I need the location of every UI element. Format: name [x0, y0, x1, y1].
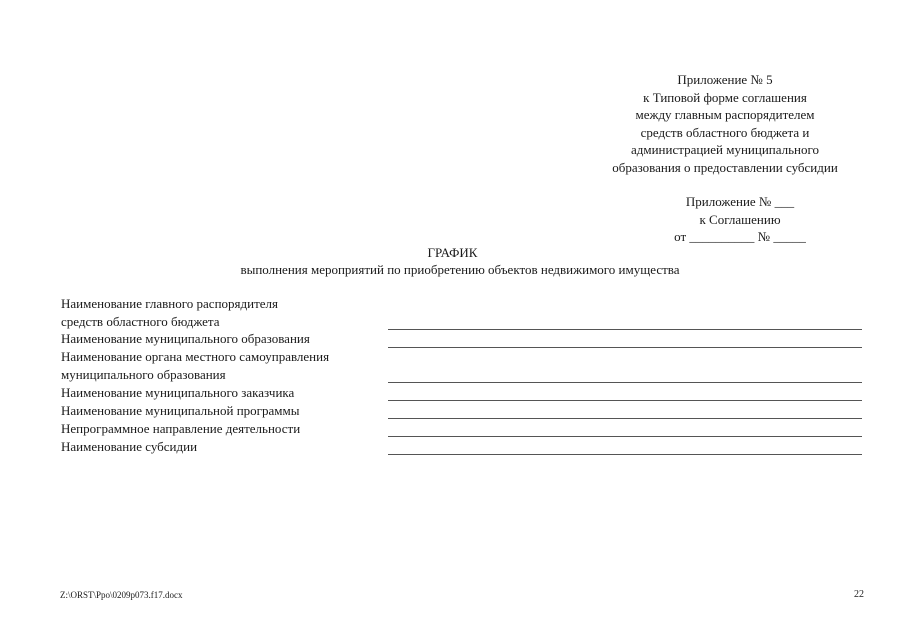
appendix-line: средств областного бюджета и: [640, 124, 810, 140]
field-label-municipality: Наименование муниципального образования: [61, 331, 310, 346]
appendix-line: образования о предоставлении субсидии: [612, 159, 838, 175]
field-label-customer: Наименование муниципального заказчика: [61, 385, 295, 400]
field-label-subsidy: Наименование субсидии: [61, 439, 198, 454]
field-label-local-government: Наименование органа местного самоуправления: [61, 349, 330, 364]
page-number: 22: [854, 589, 864, 600]
footer-file-path: Z:\ORST\Ppo\0209p073.f17.docx: [60, 590, 183, 600]
document-title: ГРАФИК: [427, 245, 478, 260]
agreement-number: Приложение № ___: [685, 194, 795, 209]
field-line-local-government[interactable]: [388, 382, 862, 383]
appendix-line: к Типовой форме соглашения: [643, 89, 807, 105]
field-line-non-program[interactable]: [388, 436, 862, 437]
field-line-subsidy[interactable]: [388, 454, 862, 455]
field-label-local-government-cont: муниципального образования: [61, 367, 226, 382]
field-line-program[interactable]: [388, 418, 862, 419]
agreement-label: к Соглашению: [699, 211, 781, 227]
field-label-non-program: Непрограммное направление деятельности: [61, 421, 301, 436]
field-label-program: Наименование муниципальной программы: [61, 403, 300, 418]
agreement-date: от __________ № _____: [674, 229, 806, 245]
appendix-header: [560, 71, 890, 177]
document-subtitle: выполнения мероприятий по приобретению объектов недвижимого имущества: [240, 262, 680, 277]
field-line-distributor[interactable]: [388, 329, 862, 330]
field-line-customer[interactable]: [388, 400, 862, 401]
field-line-municipality[interactable]: [388, 347, 862, 348]
field-label-distributor-cont: средств областного бюджета: [61, 314, 220, 329]
appendix-line: Приложение № 5: [677, 72, 773, 87]
appendix-line: администрацией муниципального: [630, 142, 820, 158]
field-label-distributor: Наименование главного распорядителя: [61, 296, 278, 311]
appendix-line: между главным распорядителем: [635, 107, 815, 123]
agreement-reference: [640, 193, 840, 246]
